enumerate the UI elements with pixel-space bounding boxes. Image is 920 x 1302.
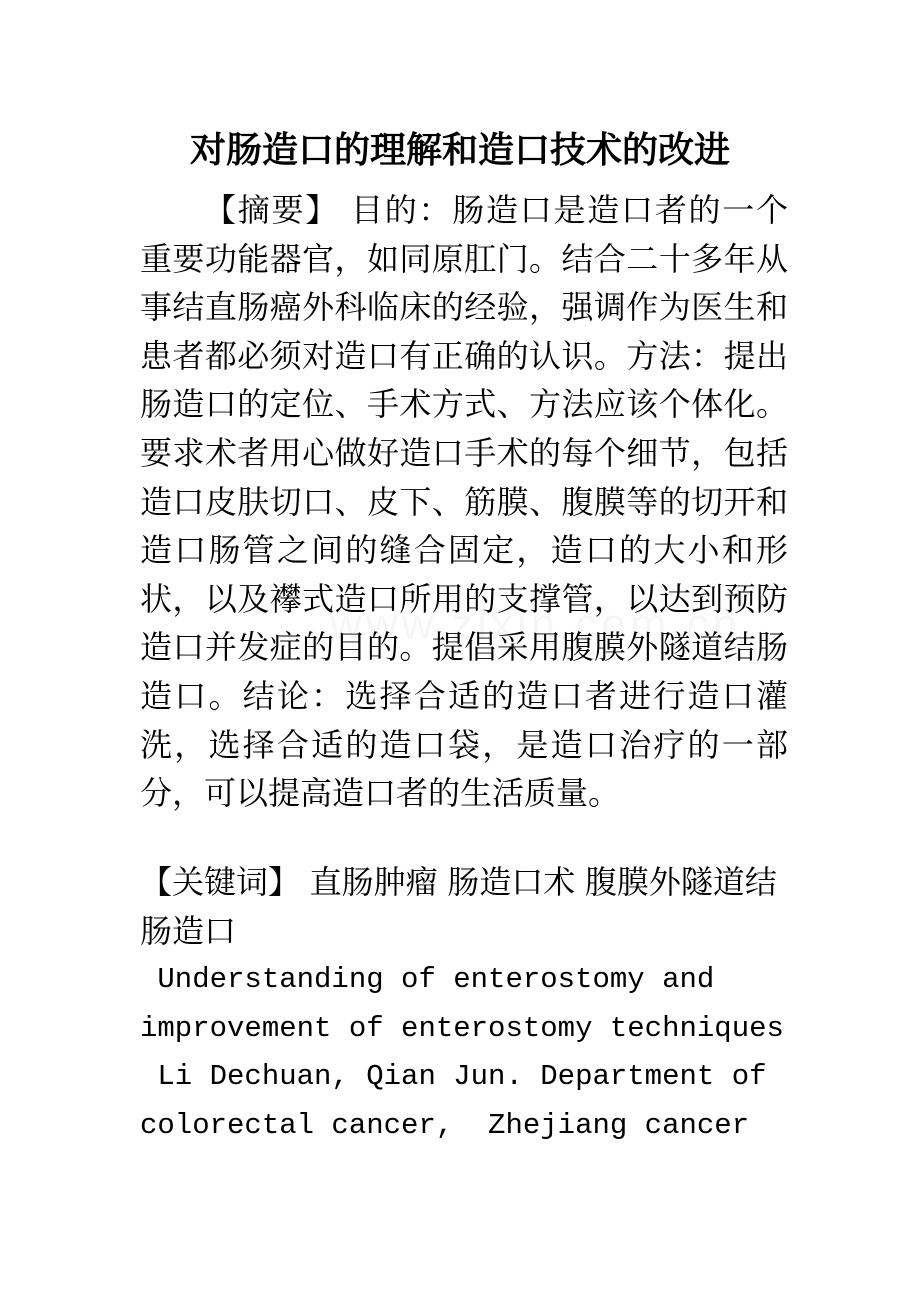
abstract-paragraph [140, 186, 788, 818]
keywords-paragraph [140, 858, 788, 955]
document-title: 对肠造口的理解和造口技术的改进 [189, 129, 730, 171]
keyword-item: 直肠肿瘤 [309, 863, 438, 901]
english-line: improvement of enterostomy techniques [140, 1011, 784, 1045]
english-line: Understanding of enterostomy and [140, 963, 715, 996]
english-title-block [140, 956, 800, 1150]
english-line: colorectal cancer, Zhejiang cancer [140, 1108, 750, 1142]
abstract-label: 【摘要】 [204, 191, 340, 229]
keyword-item: 腹膜外隧道结肠造口 [140, 863, 777, 950]
abstract-text: 目的：肠造口是造口者的一个重要功能器官，如同原肛门。结合二十多年从事结直肠癌外科临床的经验，强调作为医生和患者都必须对造口有正确的认识。方法：提出肠造口的定位、手术方式、方法应该个体化。要求术者用心做好造口手术的每个细节，包括造口皮肤切口、皮下、筋膜、腹膜等的切开和造口肠管之间的缝合固定，造口的大小和形状，以及襻式造口所用的支撑管，以达到预防造口并发症的目的。提倡采用腹膜外隧道结肠造口。结论：选择合适的造口者进行造口灌洗，选择合适的造口袋，是造口治疗的一部分，可以提高造口者的生活质量。 [140, 191, 788, 813]
keywords-label: 【关键词】 [140, 863, 301, 901]
keyword-item: 肠造口术 [447, 863, 576, 901]
english-line: Li Dechuan, Qian Jun. Department of [140, 1060, 767, 1094]
